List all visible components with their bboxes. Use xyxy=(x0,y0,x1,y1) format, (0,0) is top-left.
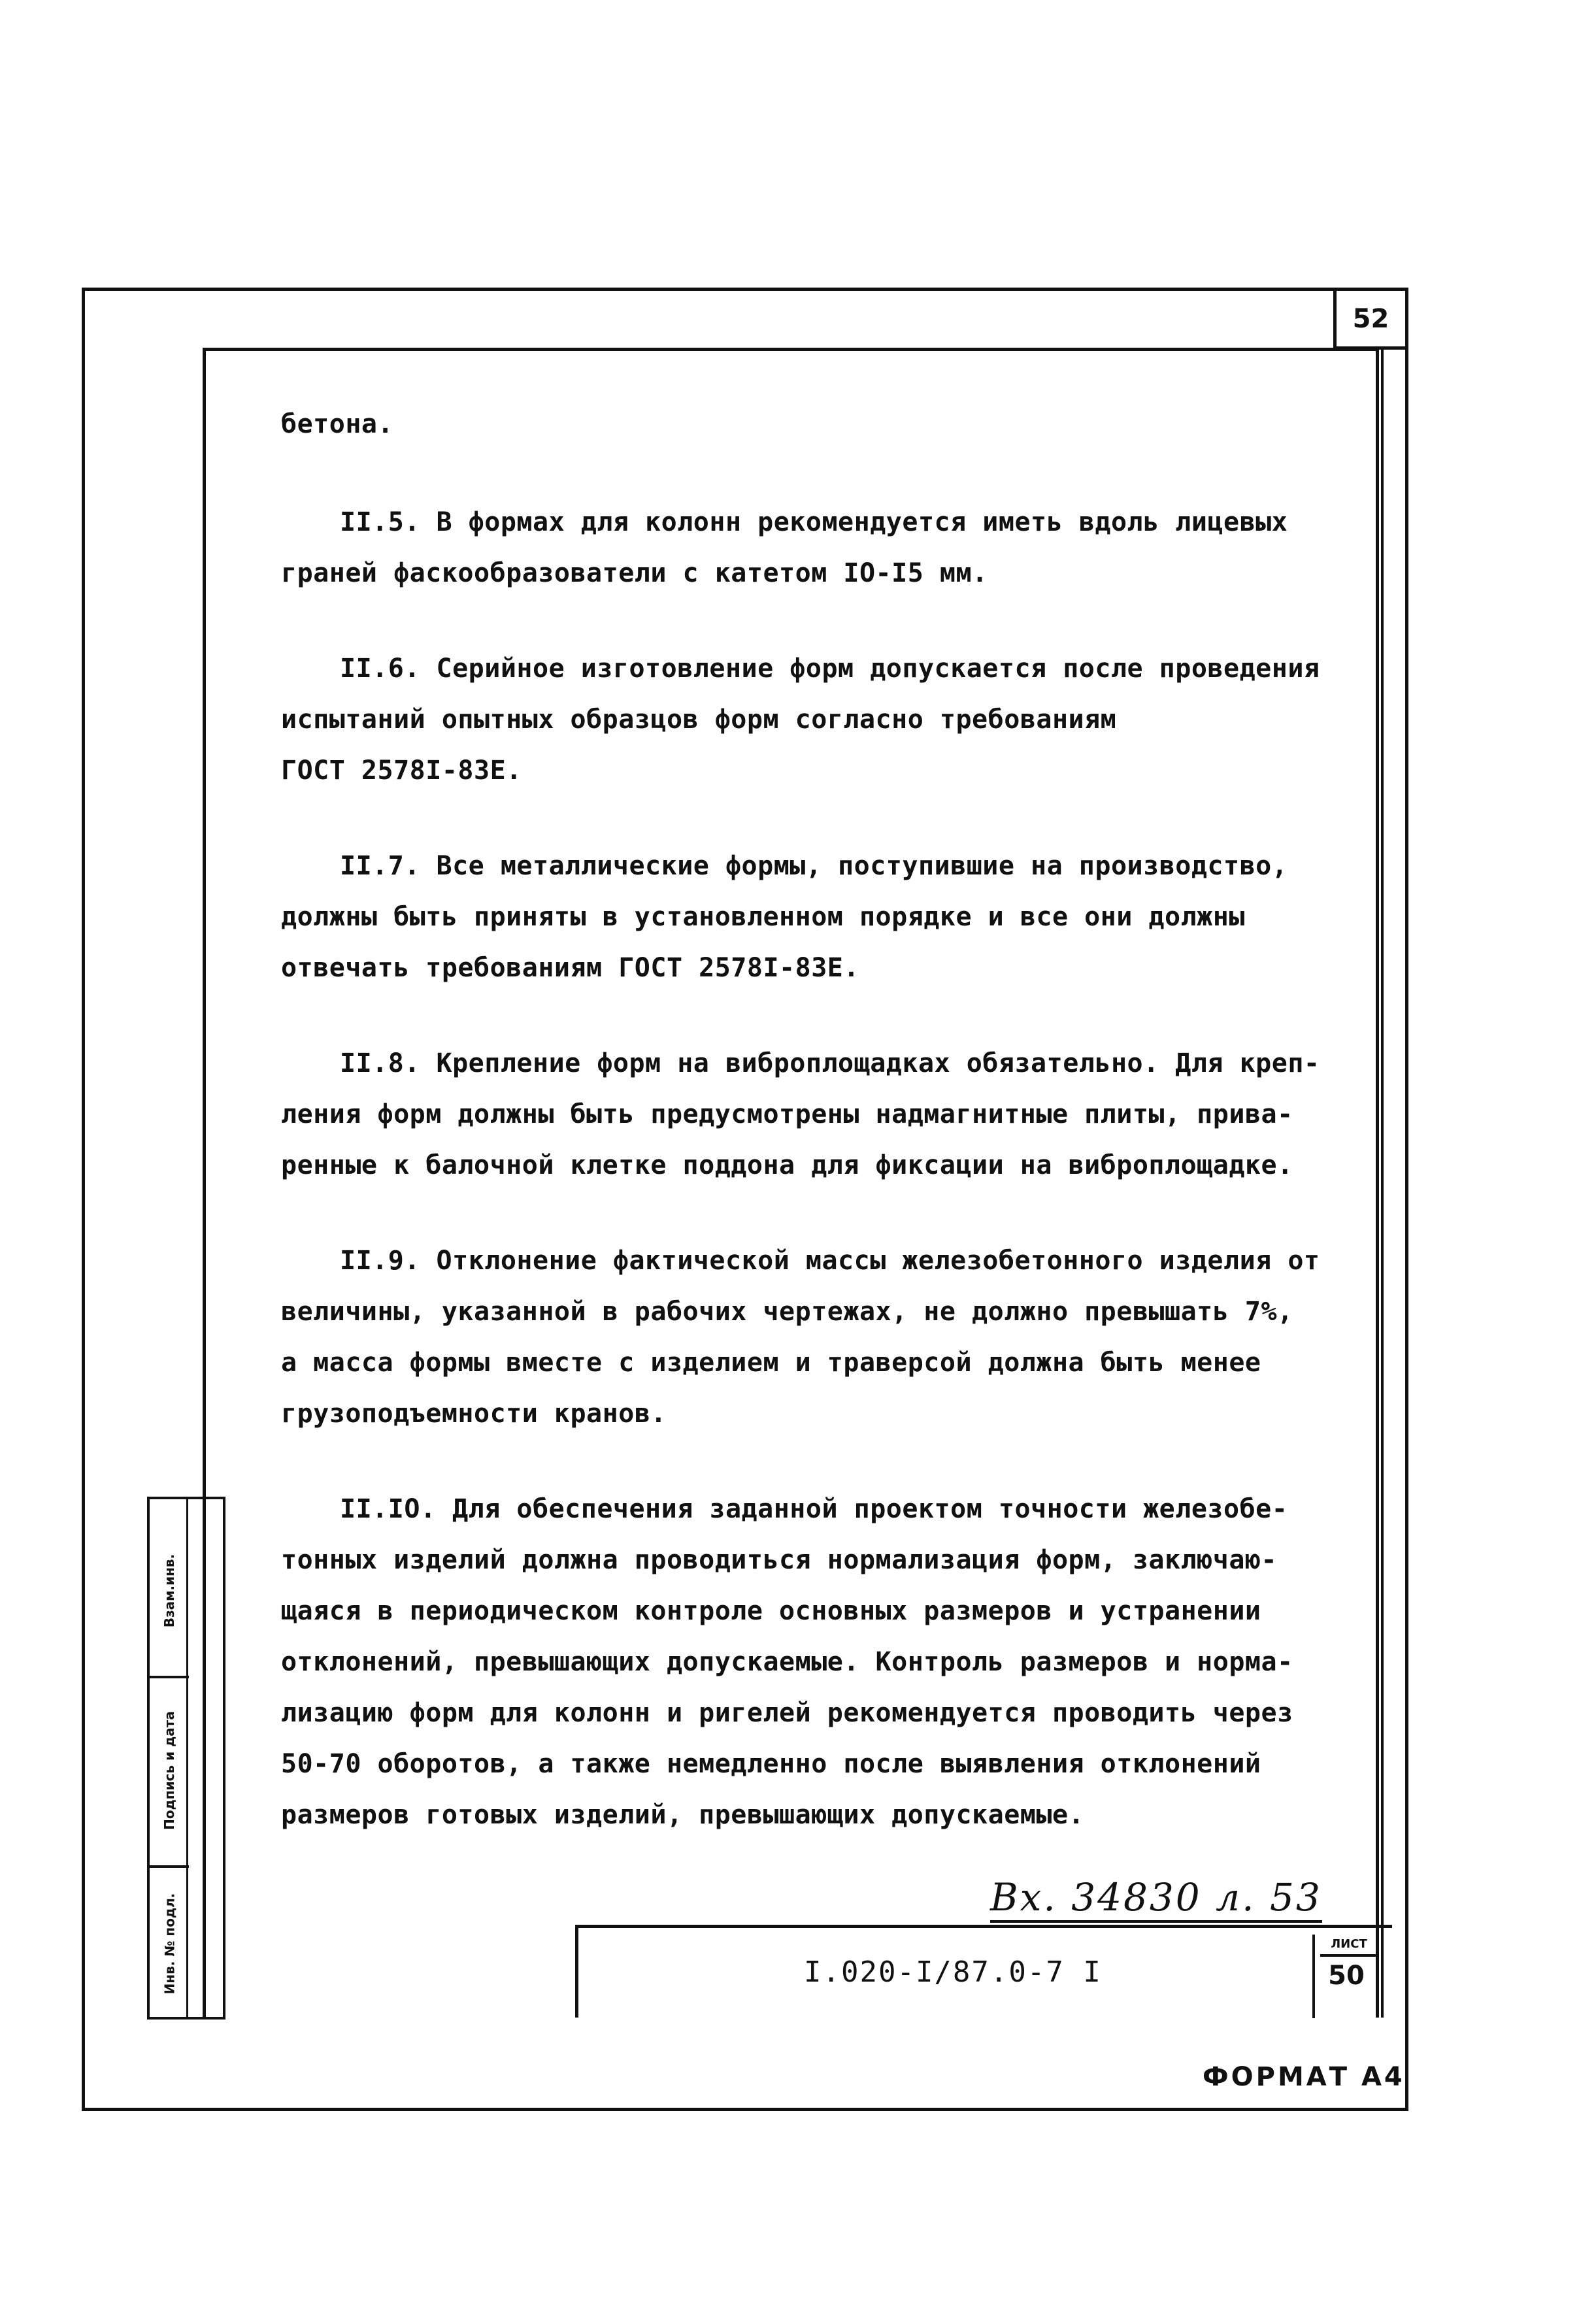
approval-stamp-column xyxy=(147,1497,225,2020)
format-label: ФОРМАТ А4 xyxy=(1203,2062,1405,2092)
title-block xyxy=(575,1925,1392,2018)
paragraph-11-9: II.9. Отклонение фактической массы железобетонного изделия от величины, указанной в рабочих чертежах, не должно превышать 7%, а масса формы вместе с изделием и траверсой должна быть менее грузоподъемности кранов. xyxy=(281,1246,1320,1429)
sheet-number-box xyxy=(1312,1935,1378,2018)
paragraph-11-10: II.IO. Для обеспечения заданной проектом точности железобе- тонных изделий должна проводиться нормализация форм, заключаю- щаяся в периодическом контроле основных размеров и устранении отклонений, превышающих допускаемые. Контроль размеров и норма- лизацию форм для колонн и ригелей рекомендуется проводить через 50-70 оборотов, а также немедленно после выявления отклонений размеров готовых изделий, превышающих допускаемые. xyxy=(281,1494,1293,1830)
top-page-number: 52 xyxy=(1352,303,1389,334)
sheet-label: ЛИСТ xyxy=(1320,1935,1378,1957)
stamp-divider xyxy=(150,1676,189,1678)
stamp-sign-label: Подпись и дата xyxy=(161,1711,178,1830)
stamp-inv-label: Инв. № подл. xyxy=(161,1893,178,1995)
paragraph-11-5: II.5. В формах для колонн рекомендуется иметь вдоль лицевых граней фаскообразователи с катетом IO-I5 мм. xyxy=(281,507,1288,588)
sheet-number: 50 xyxy=(1328,1961,1365,1991)
paragraph-11-8: II.8. Крепление форм на виброплощадках обязательно. Для креп- ления форм должны быть предусмотрены надмагнитные плиты, прива- ренные к балочной клетке поддона для фиксации на виброплощадке. xyxy=(281,1048,1320,1180)
handwritten-registration-note: Вх. 34830 л. 53 xyxy=(990,1874,1322,1923)
stamp-replace-label: Взам.инв. xyxy=(161,1554,177,1628)
top-page-number-box xyxy=(1333,291,1405,350)
paragraph-11-6: II.6. Серийное изготовление форм допускается после проведения испытаний опытных образцов форм согласно требованиям ГОСТ 2578I-83Е. xyxy=(281,654,1320,786)
paragraph-continuation: бетона. xyxy=(281,409,394,439)
document-code: I.020-I/87.0-7 I xyxy=(804,1955,1102,1989)
stamp-divider xyxy=(150,1865,189,1868)
paragraph-11-7: II.7. Все металлические формы, поступившие на производство, должны быть приняты в установленном порядке и все они должны отвечать требованиям ГОСТ 2578I-83Е. xyxy=(281,851,1288,983)
document-body xyxy=(281,399,1353,1885)
frame-right-rail xyxy=(1381,348,1395,2018)
